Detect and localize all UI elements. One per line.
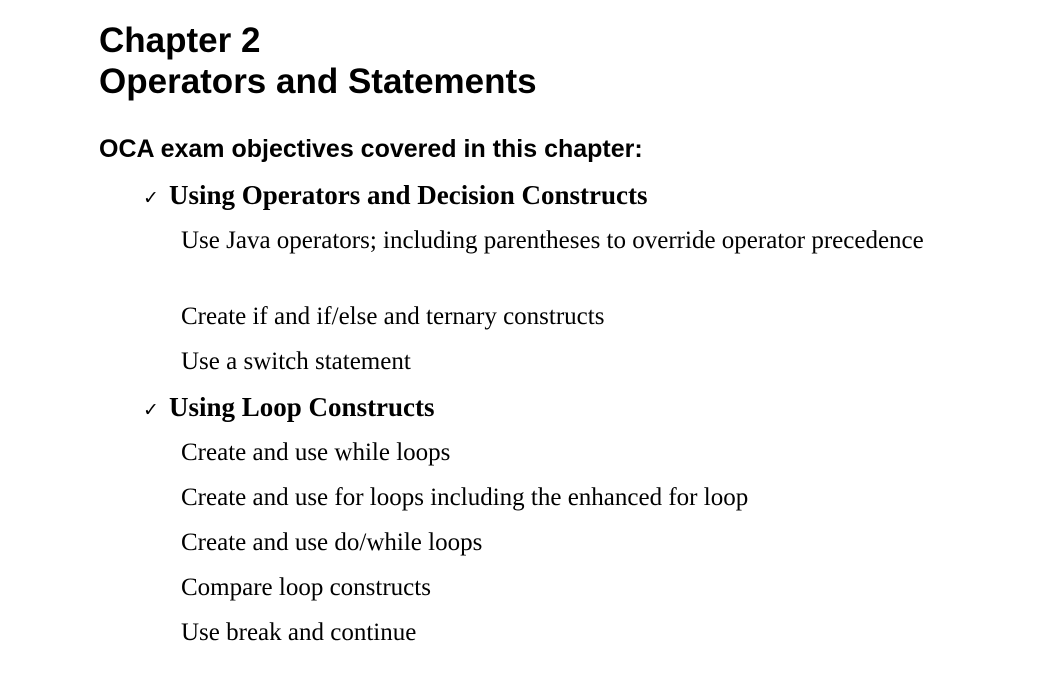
objective-item: Use a switch statement <box>181 348 411 375</box>
objective-item: Use break and continue <box>181 619 417 646</box>
section-heading-loops <box>143 390 435 427</box>
section-heading-operators <box>143 178 648 215</box>
chapter-heading <box>99 20 537 102</box>
checkmark-icon: ✓ <box>143 187 159 209</box>
chapter-number: Chapter 2 <box>99 21 261 60</box>
objective-item: Compare loop constructs <box>181 574 431 601</box>
objective-item: Create if and if/else and ternary constructs <box>181 303 605 330</box>
objective-item: Create and use while loops <box>181 439 451 466</box>
objectives-intro: OCA exam objectives covered in this chapter: <box>99 135 643 163</box>
section-heading-text: Using Loop Constructs <box>169 392 435 422</box>
section-heading-text: Using Operators and Decision Constructs <box>169 180 648 210</box>
chapter-title: Operators and Statements <box>99 62 537 101</box>
objective-item: Use Java operators; including parentheses to override operator precedence <box>181 227 924 254</box>
objective-item: Create and use for loops including the enhanced for loop <box>181 484 749 511</box>
checkmark-icon: ✓ <box>143 399 159 421</box>
objective-item: Create and use do/while loops <box>181 529 483 556</box>
